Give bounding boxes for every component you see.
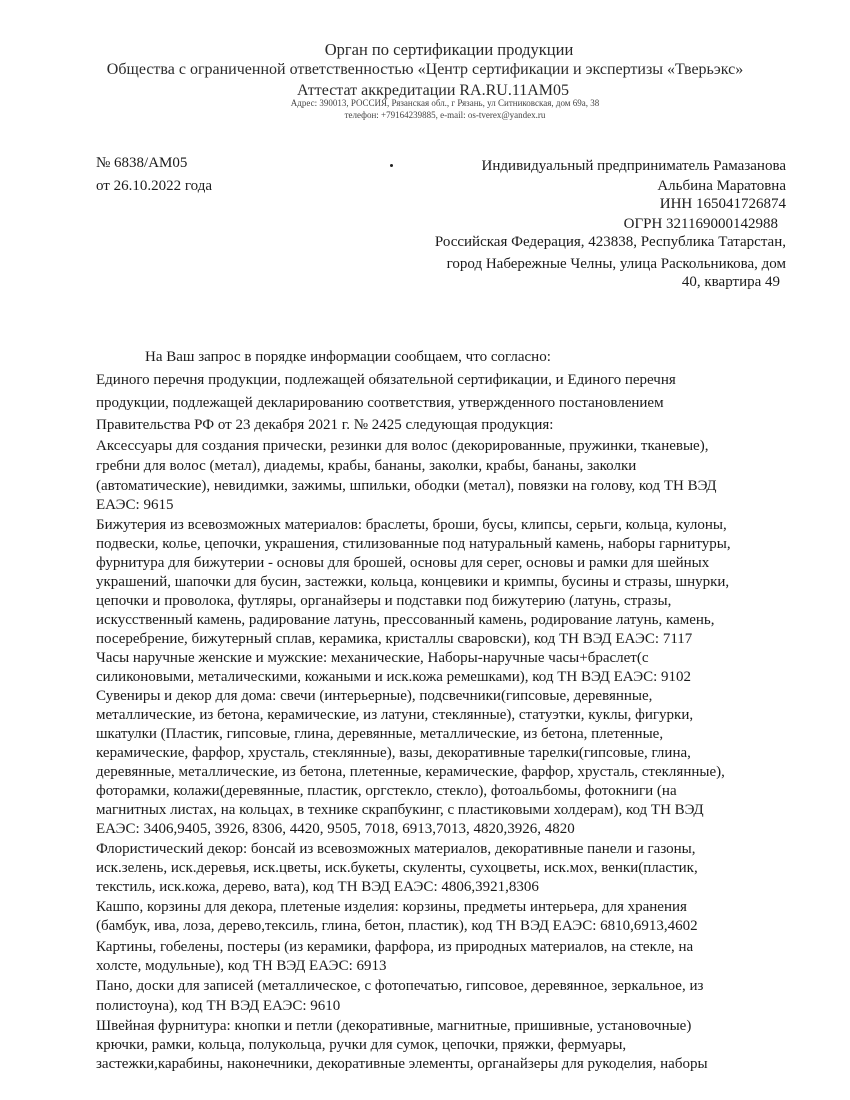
body-line: Пано, доски для записей (металлическое, с фотопечатью, гипсовое, деревянное, зеркальное, из	[96, 978, 704, 994]
body-line: Правительства РФ от 23 декабря 2021 г. № 2425 следующая продукция:	[96, 417, 554, 433]
body-line: гребни для волос (метал), диадемы, крабы, бананы, заколки, крабы, бананы, заколки	[96, 458, 637, 474]
document-date: от 26.10.2022 года	[96, 178, 212, 194]
body-line: Часы наручные женские и мужские: механические, Наборы-наручные часы+браслет(с	[96, 650, 649, 666]
addressee-ogrn: ОГРН 321169000142988	[623, 216, 778, 232]
body-line: (автоматические), невидимки, зажимы, шпильки, ободки (метал), повязки на голову, код ТН ВЭД	[96, 478, 717, 494]
body-line: (бамбук, ива, лоза, дерево,тексиль, глина, бетон, пластик), код ТН ВЭД ЕАЭС: 6810,6913,4602	[96, 918, 698, 934]
header-address: Адрес: 390013, РОССИЯ, Рязанская обл., г Рязань, ул Ситниковская, дом 69а, 38	[290, 98, 600, 108]
addressee-address-line: Российская Федерация, 423838, Республика Татарстан,	[434, 234, 786, 250]
body-line: иск.зелень, иск.деревья, иск.цветы, иск.букеты, скуленты, сухоцветы, иск.мох, венки(пластик,	[96, 860, 698, 876]
dot-mark	[390, 164, 393, 167]
body-line: керамические, фарфор, хрусталь, стеклянные), вазы, декоративные тарелки(гипсовые, глина,	[96, 745, 691, 761]
body-line: Картины, гобелены, постеры (из керамики, фарфора, из природных материалов, на стекле, на	[96, 939, 694, 955]
document-number: № 6838/АМ05	[96, 155, 188, 171]
body-line: фурнитура для бижутерии - основы для брошей, основы для серег, основы и рамки для шейных	[96, 555, 710, 571]
body-line: текстиль, иск.кожа, дерево, вата), код ТН ВЭД ЕАЭС: 4806,3921,8306	[96, 879, 539, 895]
body-line: посеребрение, бижутерный сплав, керамика, кристаллы сваровски), код ТН ВЭД ЕАЭС: 7117	[96, 631, 693, 647]
header-company-name: Общества с ограниченной ответственностью «Центр сертификации и экспертизы «Тверьэкс»	[106, 61, 744, 78]
body-line: Сувениры и декор для дома: свечи (интерьерные), подсвечники(гипсовые, деревянные,	[96, 688, 653, 704]
body-line: крючки, рамки, кольца, полукольца, ручки для сумок, цепочки, пряжки, фермуары,	[96, 1037, 627, 1053]
body-line: ЕАЭС: 3406,9405, 3926, 8306, 4420, 9505, 7018, 6913,7013, 4820,3926, 4820	[96, 821, 575, 837]
body-line: металлические, из бетона, керамические, из латуни, стеклянные), статуэтки, куклы, фигурки,	[96, 707, 694, 723]
body-line: Кашпо, корзины для декора, плетеные изделия: корзины, предметы интерьера, для хранения	[96, 899, 687, 915]
body-line: шкатулки (Пластик, гипсовые, глина, деревянные, металлические, из бетона, плетенные,	[96, 726, 664, 742]
body-line: фоторамки, колажи(деревянные, пластик, оргстекло, стекло), фотоальбомы, фотокниги (на	[96, 783, 677, 799]
header-contacts: телефон: +79164239885, e-mail: os-tverex@yandex.ru	[344, 110, 546, 120]
body-line: застежки,карабины, наконечники, декоративные элементы, органайзеры для рукоделия, наборы	[96, 1056, 708, 1072]
addressee-inn: ИНН 165041726874	[659, 196, 786, 212]
body-line: полистоуна), код ТН ВЭД ЕАЭС: 9610	[96, 998, 341, 1014]
body-line: Швейная фурнитура: кнопки и петли (декоративные, магнитные, пришивные, установочные)	[96, 1018, 692, 1034]
body-line: украшений, шапочки для бусин, застежки, кольца, концевики и кримпы, бусины и стразы, шнурки,	[96, 574, 730, 590]
body-line: Аксессуары для создания прически, резинки для волос (декорированные, пружинки, тканевые),	[96, 438, 709, 454]
addressee-line: Индивидуальный предприниматель Рамазанова	[481, 158, 786, 174]
body-line: ЕАЭС: 9615	[96, 497, 174, 513]
body-line: искусственный камень, радирование латунь, прессованный камень, родирование латунь, камень,	[96, 612, 715, 628]
body-line: Единого перечня продукции, подлежащей обязательной сертификации, и Единого перечня	[96, 372, 676, 388]
header-accreditation: Аттестат аккредитации RA.RU.11АМ05	[296, 82, 570, 99]
body-line: Бижутерия из всевозможных материалов: браслеты, броши, бусы, клипсы, серьги, кольца, кулоны,	[96, 517, 727, 533]
body-intro: На Ваш запрос в порядке информации сообщаем, что согласно:	[145, 349, 551, 365]
body-line: цепочки и проволока, футляры, органайзеры и подставки под бижутерию (латунь, стразы,	[96, 593, 672, 609]
body-line: силиконовыми, металическими, кожаными и иск.кожа ремешками), код ТН ВЭД ЕАЭС: 9102	[96, 669, 692, 685]
body-line: холсте, модульные), код ТН ВЭД ЕАЭС: 6913	[96, 958, 387, 974]
body-line: магнитных листах, на кольцах, в технике скрапбукинг, с пластиковыми холдерам), код ТН ВЭД	[96, 802, 704, 818]
header-organization: Орган по сертификации продукции	[324, 40, 574, 59]
body-line: деревянные, металлические, из бетона, плетенные, керамические, фарфор, хрусталь, стеклянные),	[96, 764, 725, 780]
addressee-line: Альбина Маратовна	[657, 178, 786, 194]
addressee-address-line: город Набережные Челны, улица Раскольникова, дом	[446, 256, 786, 272]
body-line: Флористический декор: бонсай из всевозможных материалов, декоративные панели и газоны,	[96, 841, 696, 857]
body-line: подвески, колье, цепочки, украшения, стилизованные под натуральный камень, наборы гарнитуры,	[96, 536, 731, 552]
body-line: продукции, подлежащей декларированию соответствия, утвержденного постановлением	[96, 395, 664, 411]
addressee-address-line: 40, квартира 49	[681, 274, 780, 290]
